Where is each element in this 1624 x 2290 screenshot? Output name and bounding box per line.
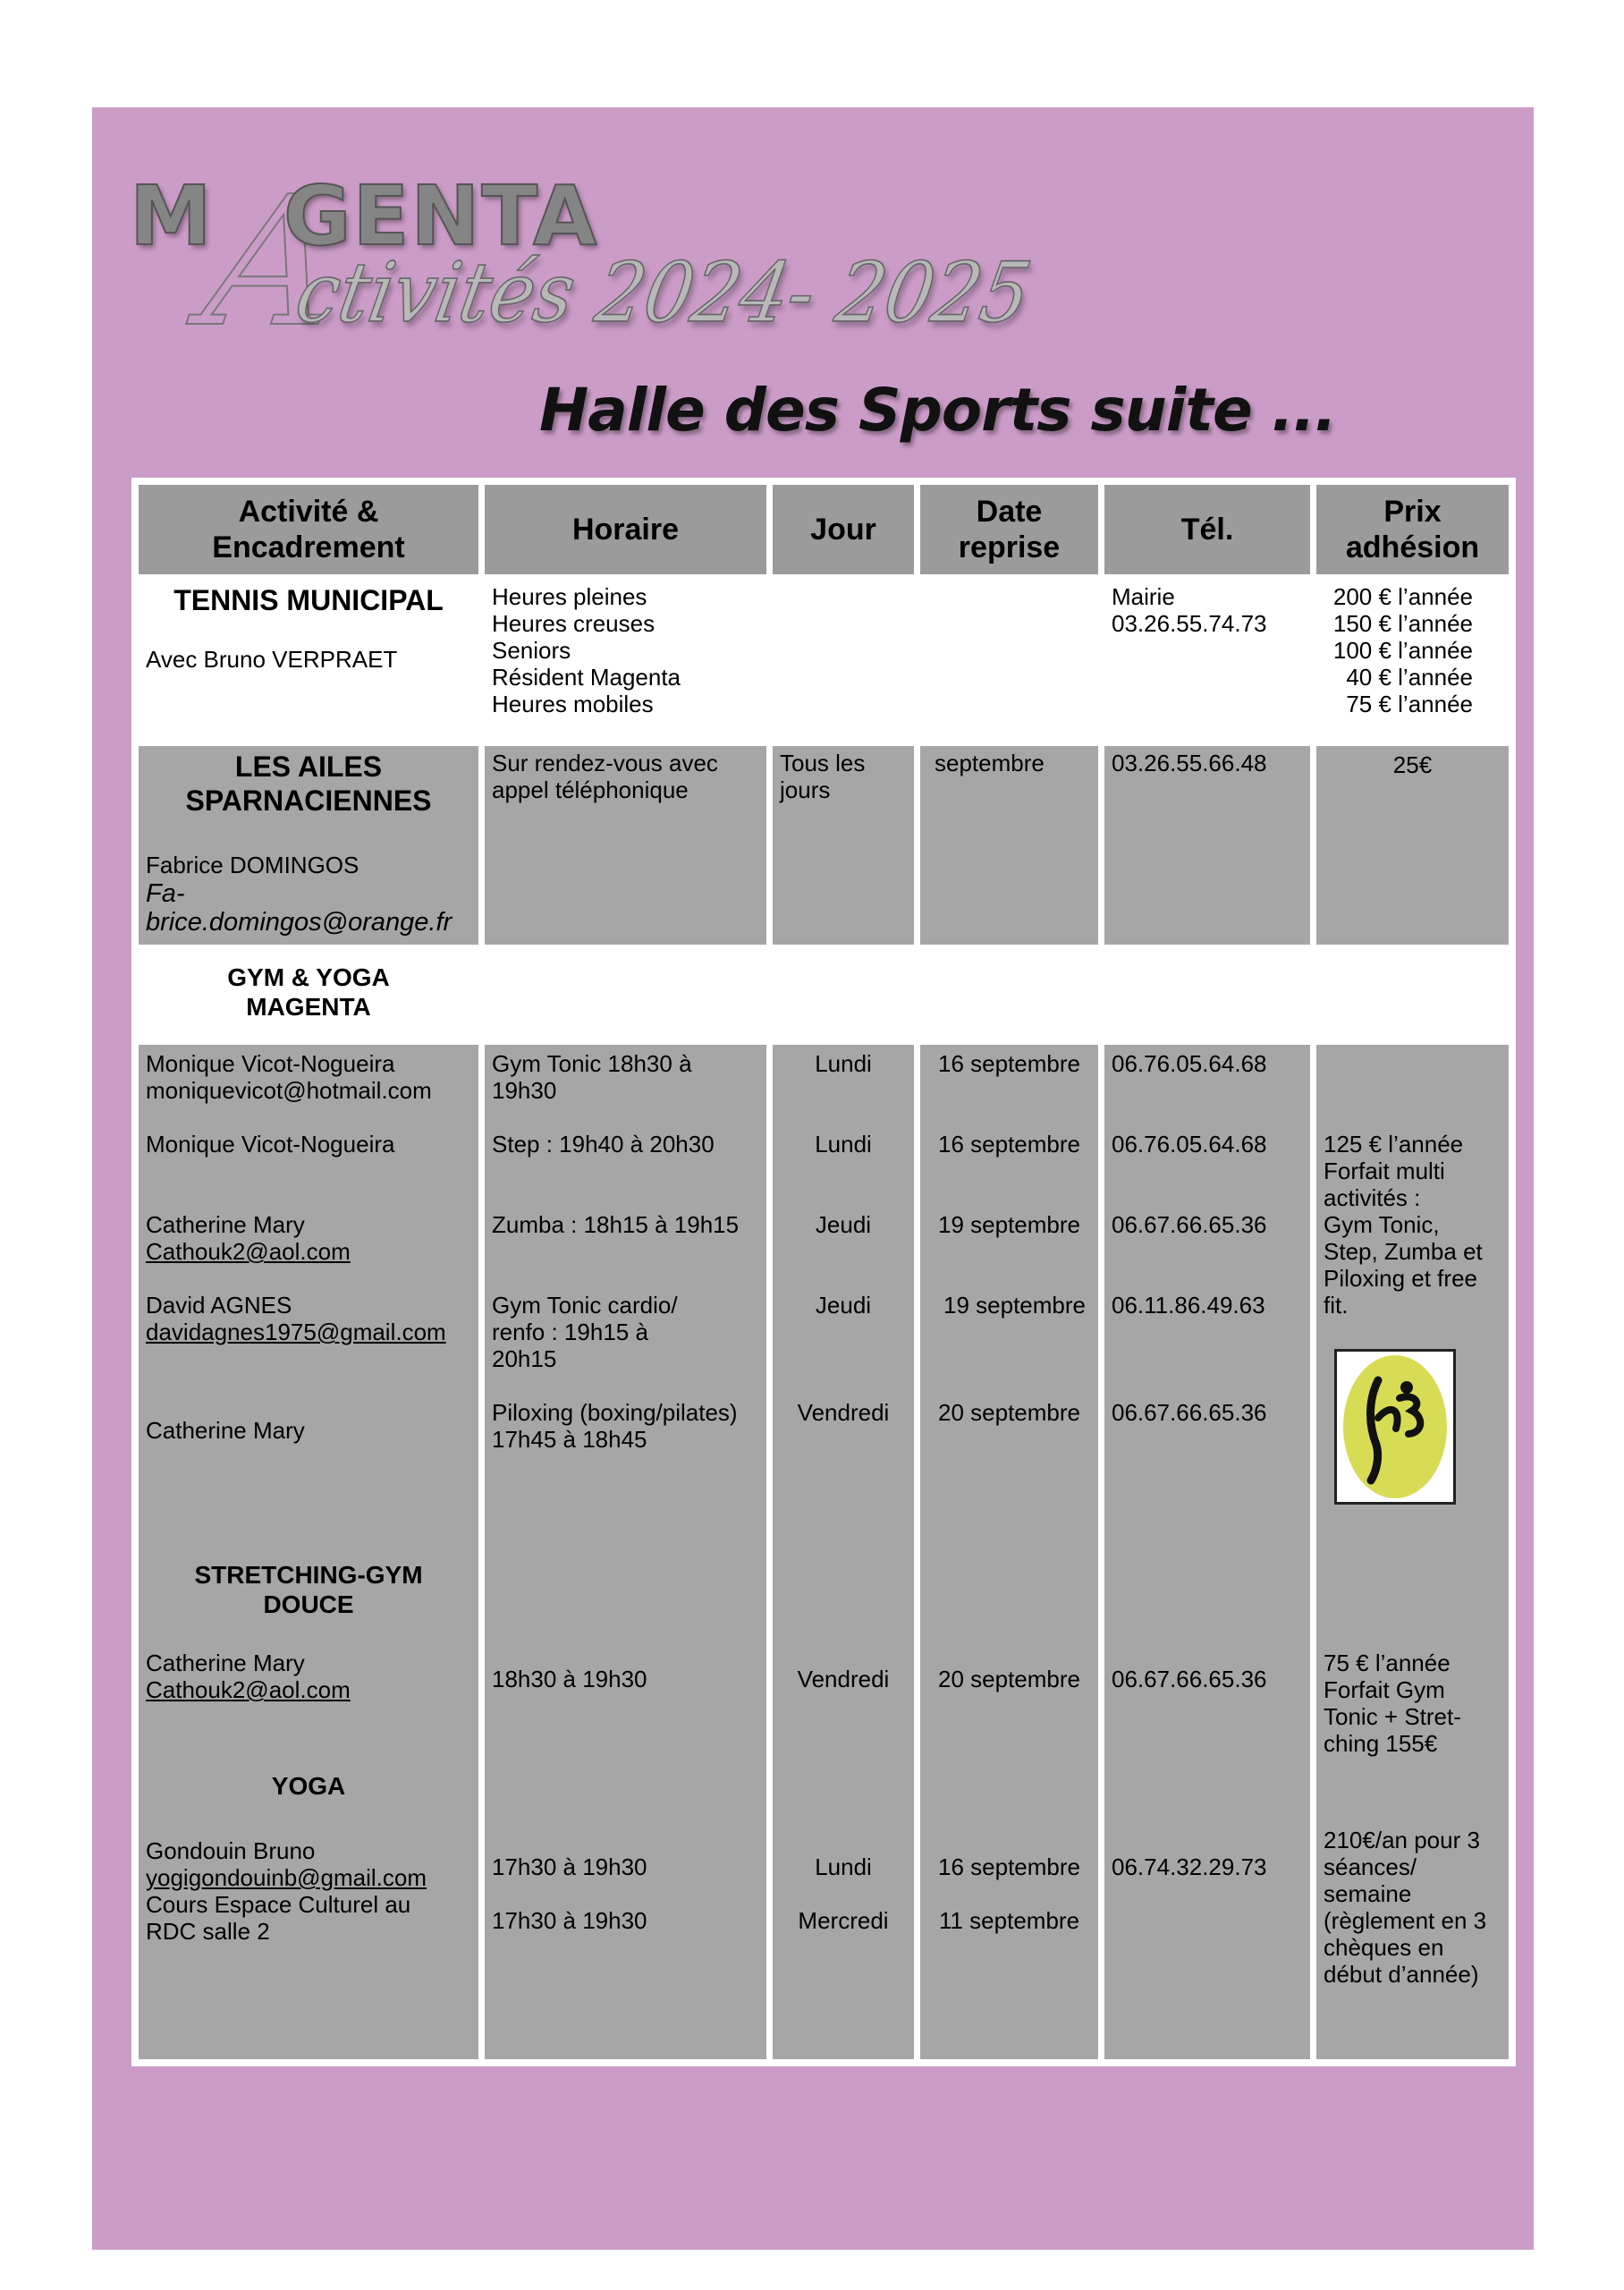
yoga-date: 11 septembre	[938, 1907, 1080, 1934]
tennis-horaire-item: Seniors	[492, 637, 571, 664]
gym-row-tel: 06.76.05.64.68	[1112, 1050, 1267, 1077]
ailes-tel: 03.26.55.66.48	[1112, 750, 1267, 776]
gym-row-horaire: Step : 19h40 à 20h30	[492, 1131, 715, 1158]
tennis-tel-number: 03.26.55.74.73	[1112, 610, 1267, 637]
gym-row-horaire: 17h45 à 18h45	[492, 1426, 647, 1453]
tennis-prix-item: 75 € l’année	[1346, 691, 1473, 717]
column-header-date: Date reprise	[920, 485, 1098, 574]
gym-row-date: 16 septembre	[938, 1050, 1080, 1077]
ailes-prix: 25€	[1392, 751, 1433, 778]
tennis-coach: Avec Bruno VERPRAET	[146, 646, 398, 673]
gym-jour-column	[773, 1045, 914, 2059]
activities-table	[131, 478, 1516, 2066]
gym-prix-line: Gym Tonic,	[1324, 1211, 1440, 1238]
yoga-prix-line: séances/	[1324, 1853, 1417, 1880]
tennis-tel-cell	[1104, 580, 1310, 741]
yoga-name: Gondouin Bruno	[146, 1837, 316, 1864]
ailes-jour: Tous les	[780, 750, 866, 776]
gym-row-date: 20 septembre	[938, 1399, 1080, 1426]
yoga-prix-line: (règlement en 3	[1324, 1907, 1487, 1934]
page-title: Halle des Sports suite ...	[539, 376, 1336, 445]
tennis-horaire-item: Résident Magenta	[492, 664, 681, 691]
page-panel	[92, 107, 1534, 2250]
ailes-title: SPARNACIENNES	[185, 785, 432, 817]
zumba-logo-image	[1334, 1349, 1456, 1505]
ailes-date: septembre	[935, 750, 1045, 776]
ailes-tel-cell	[1104, 746, 1310, 945]
gym-prix-line: activités :	[1324, 1184, 1421, 1211]
gym-row-horaire: renfo : 19h15 à	[492, 1319, 648, 1345]
yoga-prix-line: chèques en	[1324, 1934, 1444, 1961]
gym-row-tel: 06.67.66.65.36	[1112, 1211, 1267, 1238]
gym-row-tel: 06.67.66.65.36	[1112, 1399, 1267, 1426]
gym-row-email[interactable]: davidagnes1975@gmail.com	[146, 1319, 446, 1345]
stretching-email[interactable]: Cathouk2@aol.com	[146, 1676, 351, 1703]
gym-row-name: David AGNES	[146, 1292, 292, 1319]
gym-row-email[interactable]: moniquevicot@hotmail.com	[146, 1077, 432, 1104]
tennis-prix-item: 150 € l’année	[1332, 610, 1473, 637]
ailes-jour: jours	[780, 776, 831, 803]
gym-row-horaire: 20h15	[492, 1345, 557, 1372]
ailes-horaire: appel téléphonique	[492, 776, 689, 803]
logo-word-rest: GENTA	[283, 168, 599, 264]
yoga-prix-line: semaine	[1324, 1880, 1412, 1907]
tennis-horaire-cell	[485, 580, 766, 741]
gym-row-jour: Lundi	[815, 1131, 872, 1158]
yoga-email[interactable]: yogigondouinb@gmail.com	[146, 1864, 427, 1891]
gym-row-date: 19 septembre	[943, 1292, 1086, 1319]
yoga-horaire: 17h30 à 19h30	[492, 1907, 647, 1934]
gym-row-horaire: Gym Tonic 18h30 à	[492, 1050, 692, 1077]
gym-prix-line: Piloxing et free	[1324, 1265, 1477, 1292]
ailes-email[interactable]: Fa-	[146, 879, 185, 908]
gym-row-name: Catherine Mary	[146, 1417, 305, 1444]
gym-row-name: Catherine Mary	[146, 1211, 305, 1238]
gym-prix-line: Forfait multi	[1324, 1158, 1445, 1184]
gym-row-date: 19 septembre	[938, 1211, 1080, 1238]
logo-letter-m: M	[130, 168, 214, 264]
gym-horaire-column	[485, 1045, 766, 2059]
gym-row-date: 16 septembre	[938, 1131, 1080, 1158]
yoga-jour: Mercredi	[798, 1907, 889, 1934]
gym-row-jour: Vendredi	[797, 1399, 890, 1426]
ailes-horaire: Sur rendez-vous avec	[492, 750, 718, 776]
logo-letter-a: A	[193, 158, 352, 367]
tennis-prix-item: 200 € l’année	[1332, 583, 1473, 610]
gym-date-column	[920, 1045, 1098, 2059]
stretching-name: Catherine Mary	[146, 1650, 305, 1676]
stretching-date: 20 septembre	[938, 1666, 1080, 1692]
stretching-jour: Vendredi	[797, 1666, 890, 1692]
tennis-horaire-item: Heures pleines	[492, 583, 647, 610]
ailes-horaire-cell	[485, 746, 766, 945]
yoga-date: 16 septembre	[938, 1853, 1080, 1880]
gym-tel-column	[1104, 1045, 1310, 2059]
magenta-logo	[130, 158, 1038, 367]
ailes-email[interactable]: brice.domingos@orange.fr	[146, 908, 453, 937]
ailes-jour-cell	[773, 746, 914, 945]
stretching-title: DOUCE	[263, 1590, 354, 1618]
gym-row-horaire: Gym Tonic cardio/	[492, 1292, 678, 1319]
ailes-title: LES AILES	[234, 751, 383, 783]
column-header-prix: Prix adhésion	[1316, 485, 1509, 574]
tennis-tel-label: Mairie	[1112, 583, 1175, 610]
stretching-title: STRETCHING-GYM	[194, 1561, 423, 1589]
gym-title: GYM & YOGA	[227, 963, 390, 991]
gym-row-horaire: Piloxing (boxing/pilates)	[492, 1399, 738, 1426]
tennis-horaire-item: Heures mobiles	[492, 691, 654, 717]
gym-row-jour: Lundi	[815, 1050, 872, 1077]
tennis-prix-cell	[1316, 580, 1509, 741]
gym-row-jour: Jeudi	[815, 1292, 872, 1319]
yoga-note: RDC salle 2	[146, 1918, 270, 1945]
gym-row-email[interactable]: Cathouk2@aol.com	[146, 1238, 351, 1265]
column-header-jour: Jour	[773, 485, 914, 574]
ailes-date-cell	[920, 746, 1098, 945]
gym-row-jour: Jeudi	[815, 1211, 872, 1238]
yoga-jour: Lundi	[815, 1853, 872, 1880]
gym-title: MAGENTA	[246, 993, 371, 1021]
stretching-prix-line: 75 € l’année	[1324, 1650, 1451, 1676]
yoga-horaire: 17h30 à 19h30	[492, 1853, 647, 1880]
gym-row-horaire: 19h30	[492, 1077, 557, 1104]
column-header-tel: Tél.	[1104, 485, 1310, 574]
yoga-note: Cours Espace Culturel au	[146, 1891, 411, 1918]
zumba-figure-icon	[1337, 1352, 1453, 1502]
ailes-activite-cell	[139, 746, 478, 945]
gym-prix-line: Step, Zumba et	[1324, 1238, 1483, 1265]
stretching-tel: 06.67.66.65.36	[1112, 1666, 1267, 1692]
logo-subtitle: ctivités 2024- 2025	[289, 244, 1038, 341]
tennis-activite-cell	[139, 580, 478, 741]
column-header-horaire: Horaire	[485, 485, 766, 574]
stretching-prix-line: Forfait Gym	[1324, 1676, 1445, 1703]
gym-activite-column	[139, 1045, 478, 2059]
gym-row-tel: 06.76.05.64.68	[1112, 1131, 1267, 1158]
gym-row-name: Monique Vicot-Nogueira	[146, 1131, 395, 1158]
stretching-prix-line: Tonic + Stret-	[1324, 1703, 1461, 1730]
yoga-prix-line: 210€/an pour 3	[1324, 1827, 1480, 1853]
yoga-title: YOGA	[271, 1772, 346, 1800]
yoga-prix-line: début d’année)	[1324, 1961, 1479, 1988]
column-header-activite: Activité & Encadrement	[139, 485, 478, 574]
gym-row-name: Monique Vicot-Nogueira	[146, 1050, 395, 1077]
stretching-horaire: 18h30 à 19h30	[492, 1666, 647, 1692]
gym-prix-line: fit.	[1324, 1292, 1349, 1319]
gym-row-horaire: Zumba : 18h15 à 19h15	[492, 1211, 740, 1238]
gym-title-cell	[139, 950, 478, 1039]
ailes-contact: Fabrice DOMINGOS	[146, 852, 359, 878]
yoga-tel: 06.74.32.29.73	[1112, 1853, 1267, 1880]
gym-row-tel: 06.11.86.49.63	[1112, 1292, 1265, 1319]
tennis-horaire-item: Heures creuses	[492, 610, 656, 637]
ailes-prix-cell	[1316, 746, 1509, 945]
tennis-prix-item: 40 € l’année	[1346, 664, 1473, 691]
gym-prix-column	[1316, 1045, 1509, 2059]
tennis-prix-item: 100 € l’année	[1332, 637, 1473, 664]
gym-prix-line: 125 € l’année	[1324, 1131, 1464, 1158]
stretching-prix-line: ching 155€	[1324, 1730, 1438, 1757]
tennis-title: TENNIS MUNICIPAL	[173, 584, 444, 616]
